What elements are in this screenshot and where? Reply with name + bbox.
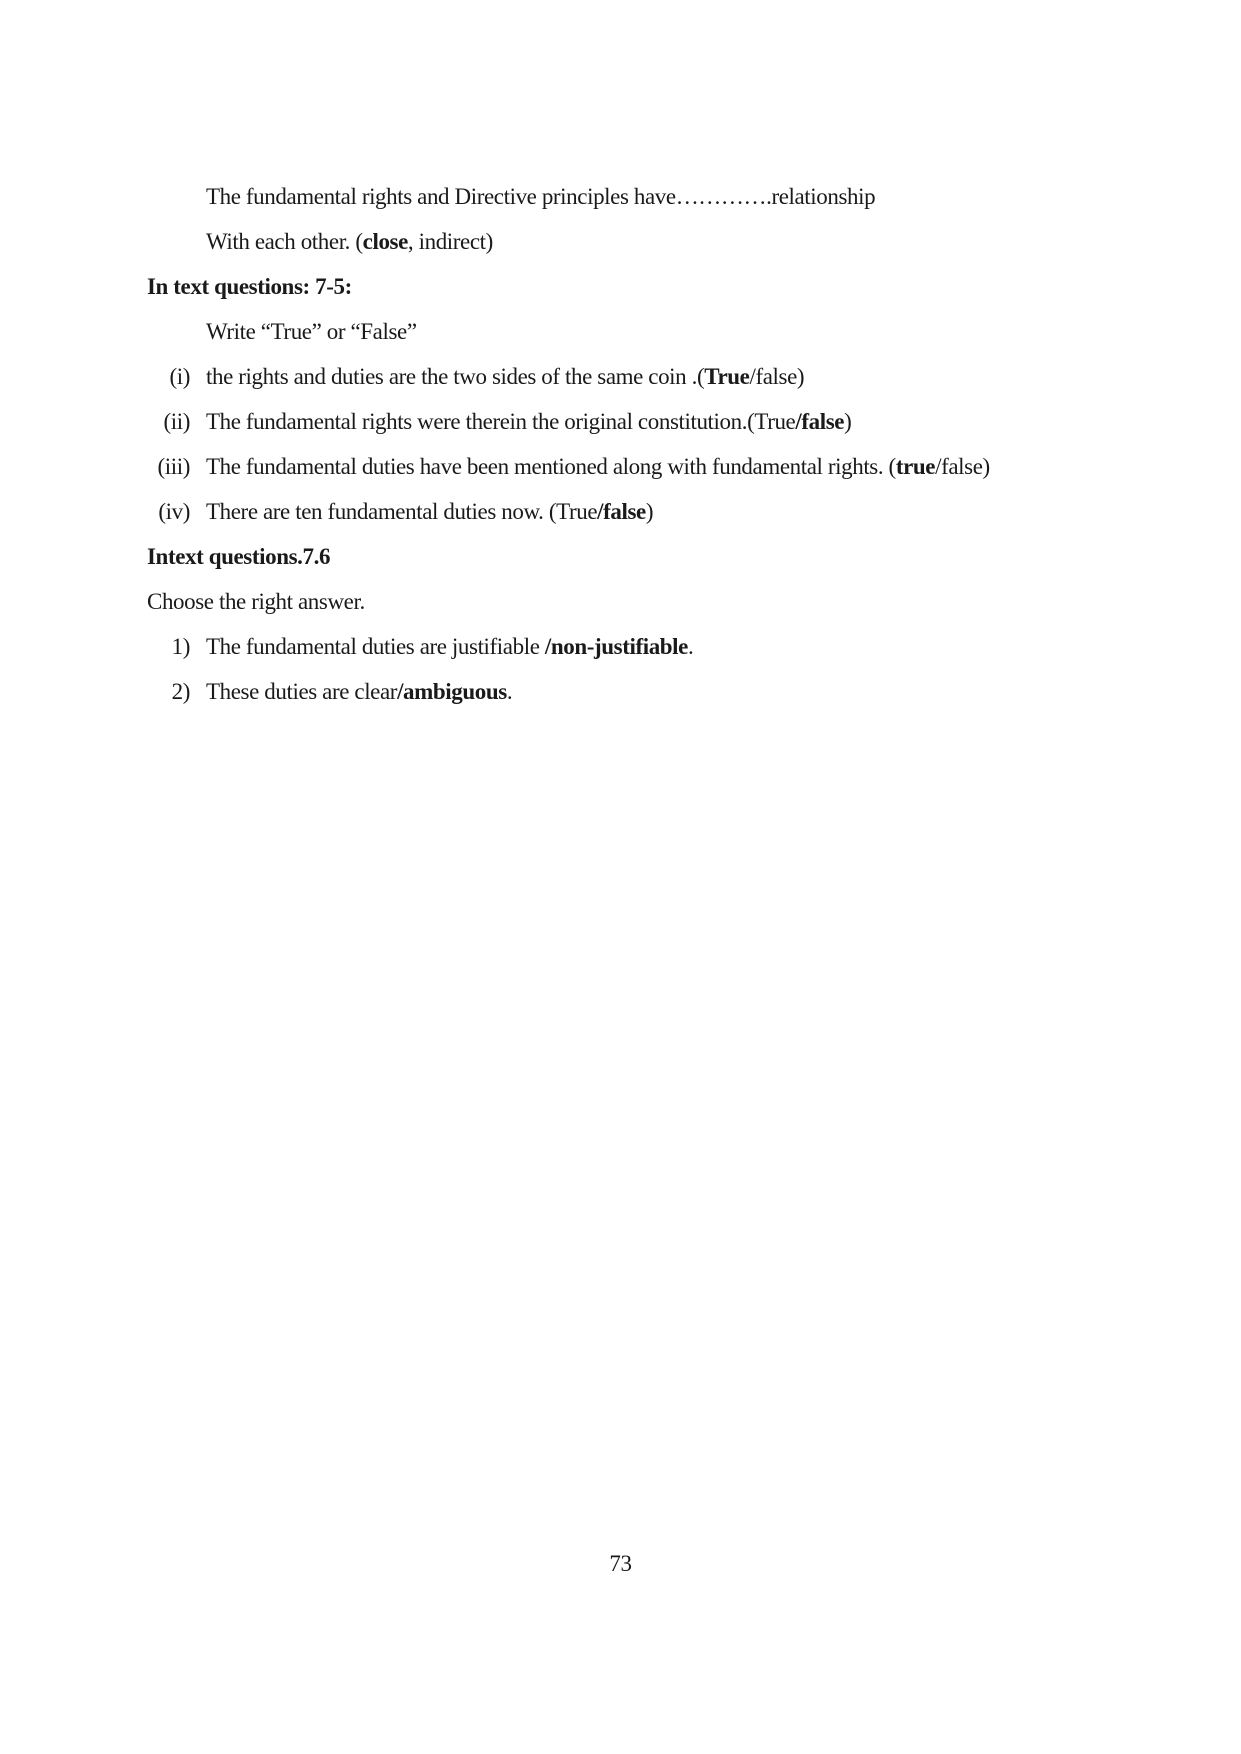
list-item-number: (ii) — [163, 409, 190, 434]
list-item-text — [206, 455, 990, 478]
list-item-number: 1) — [171, 634, 190, 659]
item-answer: /false — [597, 499, 646, 524]
item-answer: true — [895, 454, 936, 479]
list-item-number: (i) — [169, 364, 190, 389]
item-answer: /ambiguous — [397, 679, 507, 704]
item-text-after: ) — [844, 409, 852, 434]
section-76-heading: Intext questions.7.6 — [147, 544, 331, 569]
item-text-plain: the rights and duties are the two sides of the same coin .( — [206, 364, 705, 389]
item-text-plain: The fundamental duties are justifiable — [206, 634, 545, 659]
fill-blank-line-2 — [206, 230, 493, 253]
item-text-plain: These duties are clear — [206, 679, 398, 704]
item-text-after: ) — [645, 499, 654, 524]
list-item-text — [206, 635, 693, 658]
fill-blank-line-1: The fundamental rights and Directive principles have………….relationship — [206, 184, 876, 209]
fill-blank-answer: close — [362, 229, 408, 254]
item-text-plain: The fundamental duties have been mentioned along with fundamental rights. ( — [206, 454, 896, 479]
item-answer: True — [704, 364, 750, 389]
list-item-text — [206, 680, 512, 703]
section-76-instruction: Choose the right answer. — [147, 589, 365, 614]
list-item-text — [206, 410, 851, 433]
item-answer: /non-justifiable — [544, 634, 688, 659]
list-item-number: 2) — [171, 679, 190, 704]
list-item-number: (iii) — [157, 454, 190, 479]
list-item-text — [206, 365, 804, 388]
list-item-text — [206, 500, 653, 523]
item-text-plain: There are ten fundamental duties now. (True — [206, 499, 598, 524]
item-text-after: . — [506, 679, 513, 704]
page-number: 73 — [609, 1551, 632, 1576]
item-text-after: . — [687, 634, 694, 659]
fill-blank-prefix: With each other. ( — [206, 229, 363, 254]
section-75-heading: In text questions: 7-5: — [147, 274, 352, 299]
item-answer: /false — [795, 409, 845, 434]
item-text-plain: The fundamental rights were therein the original constitution.(True — [206, 409, 796, 434]
item-text-after: /false) — [935, 454, 990, 479]
list-item-number: (iv) — [158, 499, 190, 524]
item-text-after: /false) — [749, 364, 805, 389]
section-75-instruction: Write “True” or “False” — [206, 319, 417, 344]
fill-blank-suffix: , indirect) — [407, 229, 493, 254]
